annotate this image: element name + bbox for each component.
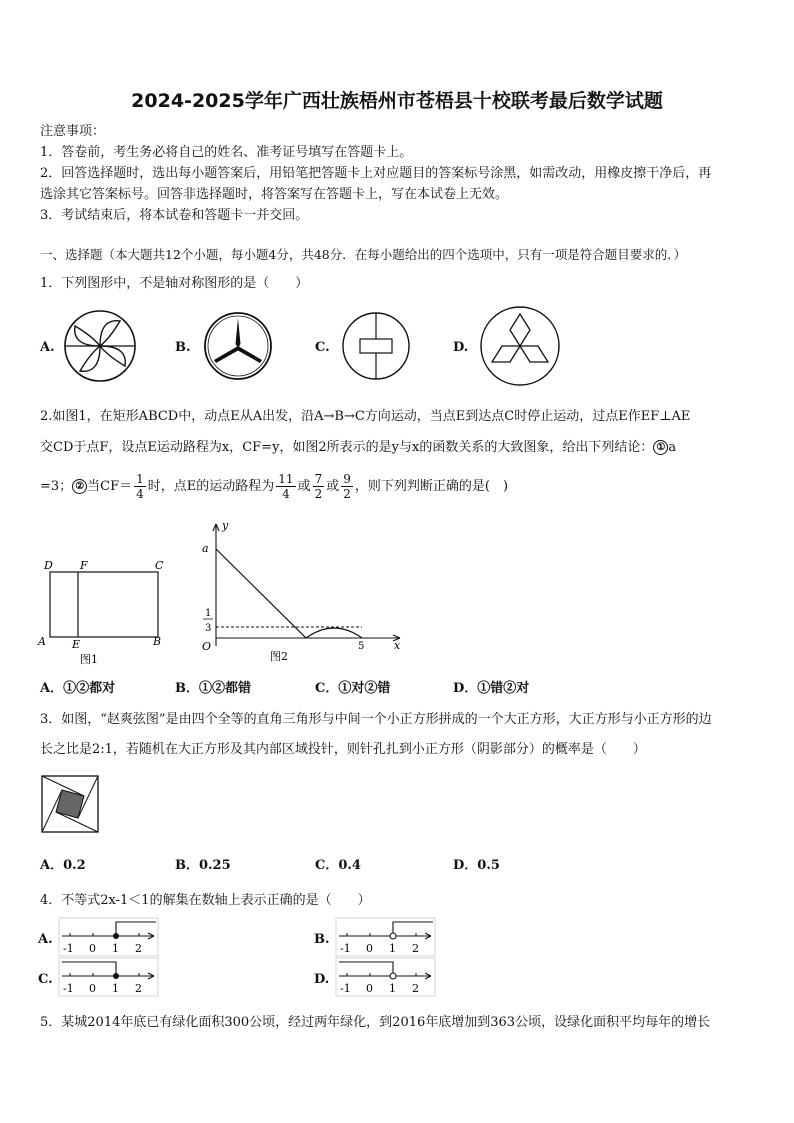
q2-fraction-2: $\frac{11}{4}$ [278, 472, 294, 501]
q2-fraction-1: $\frac{1}{4}$ [136, 472, 144, 501]
fig2-label-one: 1 [205, 608, 212, 619]
fig2-label-y: y [222, 519, 229, 532]
tick-label: 0 [366, 982, 373, 995]
tick-label: 2 [135, 982, 142, 995]
q4-option-c-label: C. [38, 972, 53, 987]
q2-line3d: ，则下列判断正确的是( ) [354, 479, 509, 494]
q4-option-b-label: B. [314, 932, 330, 947]
q1-figure-c [340, 310, 412, 382]
q2-line3 [40, 472, 508, 501]
tick-label: 2 [412, 942, 419, 955]
q4-numberline-d [335, 956, 437, 998]
notice-item: 1．答卷前，考生务必将自己的姓名、准考证号填写在答题卡上。 [40, 145, 413, 160]
q2-fraction-4: $\frac{9}{2}$ [343, 472, 351, 501]
q4-option-a-label: A. [38, 932, 53, 947]
q4-numberline-b [335, 916, 437, 958]
q4-option-d-label: D. [314, 972, 330, 987]
q2-figure-1 [34, 555, 174, 667]
q2-line2 [40, 436, 676, 455]
q2-figure-2 [196, 518, 408, 664]
notice-item: 2．回答选择题时，选出每小题答案后，用铅笔把答题卡上对应题目的答案标号涂黑，如需改动，用橡皮擦干净后，再 [40, 166, 712, 181]
tick-label: -1 [63, 982, 74, 995]
q1-figure-b [202, 310, 274, 382]
tick-label: 0 [366, 942, 373, 955]
q1-stem: 1．下列图形中，不是轴对称图形的是（ ） [40, 276, 309, 291]
q2-mark-1: ① [653, 440, 668, 455]
fig1-label-a: A [38, 635, 46, 648]
q2-option-d: D．①错②对 [453, 681, 530, 696]
fig2-label-o: O [202, 640, 212, 653]
tick-label: 1 [389, 942, 396, 955]
q1-option-c: C. [315, 340, 330, 355]
fig2-label-x: x [394, 639, 401, 652]
tick-label: 0 [89, 942, 96, 955]
fig1-caption: 图1 [80, 653, 98, 666]
q2-fraction-3: $\frac{7}{2}$ [314, 472, 323, 501]
q3-zhaoshuang-figure [40, 774, 100, 834]
q1-figure-d [478, 304, 562, 388]
q2-a-tail: a [668, 440, 677, 455]
tick-label: -1 [340, 982, 351, 995]
section-heading: 一、选择题（本大题共12个小题，每小题4分，共48分．在每小题给出的四个选项中，只有一项是符合题目要求的．） [40, 247, 687, 262]
fig2-label-a: a [202, 542, 209, 555]
fig2-label-three: 3 [205, 623, 212, 634]
q3-line1: 3．如图，“赵爽弦图”是由四个全等的直角三角形与中间一个小正方形拼成的一个大正方形，大正方形与小正方形的边 [40, 712, 712, 727]
q2-line2-text: 交CD于点F，设点E运动路程为x，CF=y，如图2所表示的是y与x的函数关系的大致图象，给出下列结论： [40, 440, 654, 455]
fig1-label-e: E [72, 638, 81, 651]
q1-option-b: B. [175, 340, 191, 355]
q2-option-a: A．①②都对 [40, 681, 116, 696]
tick-label: 1 [389, 982, 396, 995]
tick-label: -1 [63, 942, 74, 955]
q2-or-1: 或 [297, 479, 311, 494]
q4-stem: 4．不等式2x-1＜1的解集在数轴上表示正确的是（ ） [40, 893, 371, 908]
tick-label: 1 [112, 942, 119, 955]
fig1-label-d: D [44, 559, 53, 572]
q1-option-a: A. [40, 340, 55, 355]
fig1-label-c: C [155, 559, 164, 572]
q5-line1: 5．某城2014年底已有绿化面积300公顷，经过两年绿化，到2016年底增加到363公顷，设绿化面积平均每年的增长 [40, 1015, 711, 1030]
q2-line3a: =3； [40, 479, 73, 494]
notice-item: 3．考试结束后，将本试卷和答题卡一并交回。 [40, 208, 309, 223]
q4-numberline-a [58, 916, 160, 958]
q2-mark-2: ② [72, 479, 87, 494]
q1-figure-a [62, 308, 138, 384]
tick-label: -1 [340, 942, 351, 955]
q2-line1: 2.如图1，在矩形ABCD中，动点E从A出发，沿A→B→C方向运动，当点E到达点C时停止运动，过点E作EF⊥AE [40, 409, 691, 424]
q2-line3b: 当CF＝ [87, 479, 133, 494]
q2-option-c: C．①对②错 [315, 681, 391, 696]
q3-option-a: A．0.2 [40, 858, 86, 873]
tick-label: 1 [112, 982, 119, 995]
fig2-label-five: 5 [358, 641, 365, 652]
page-title: 2024-2025学年广西壮族梧州市苍梧县十校联考最后数学试题 [131, 90, 663, 112]
notice-item: 选涂其它答案标号。回答非选择题时，将答案写在答题卡上，写在本试卷上无效。 [40, 187, 509, 202]
q2-or-2: 或 [326, 479, 340, 494]
fig1-label-f: F [80, 559, 88, 572]
fig1-label-b: B [153, 635, 162, 648]
q3-option-c: C．0.4 [315, 858, 361, 873]
q1-option-d: D. [453, 340, 469, 355]
q3-option-b: B．0.25 [175, 858, 231, 873]
q3-option-d: D．0.5 [453, 858, 500, 873]
fig2-caption: 图2 [270, 650, 288, 663]
tick-label: 2 [412, 982, 419, 995]
tick-label: 2 [135, 942, 142, 955]
q2-line3c: 时，点E的运动路程为 [147, 479, 275, 494]
q3-line2: 长之比是2:1，若随机在大正方形及其内部区域投针，则针孔扎到小正方形（阴影部分）的概率是（ ） [40, 742, 646, 757]
tick-label: 0 [89, 982, 96, 995]
q2-option-b: B．①②都错 [175, 681, 251, 696]
q4-numberline-c [58, 956, 160, 998]
notice-heading: 注意事项： [40, 124, 106, 139]
